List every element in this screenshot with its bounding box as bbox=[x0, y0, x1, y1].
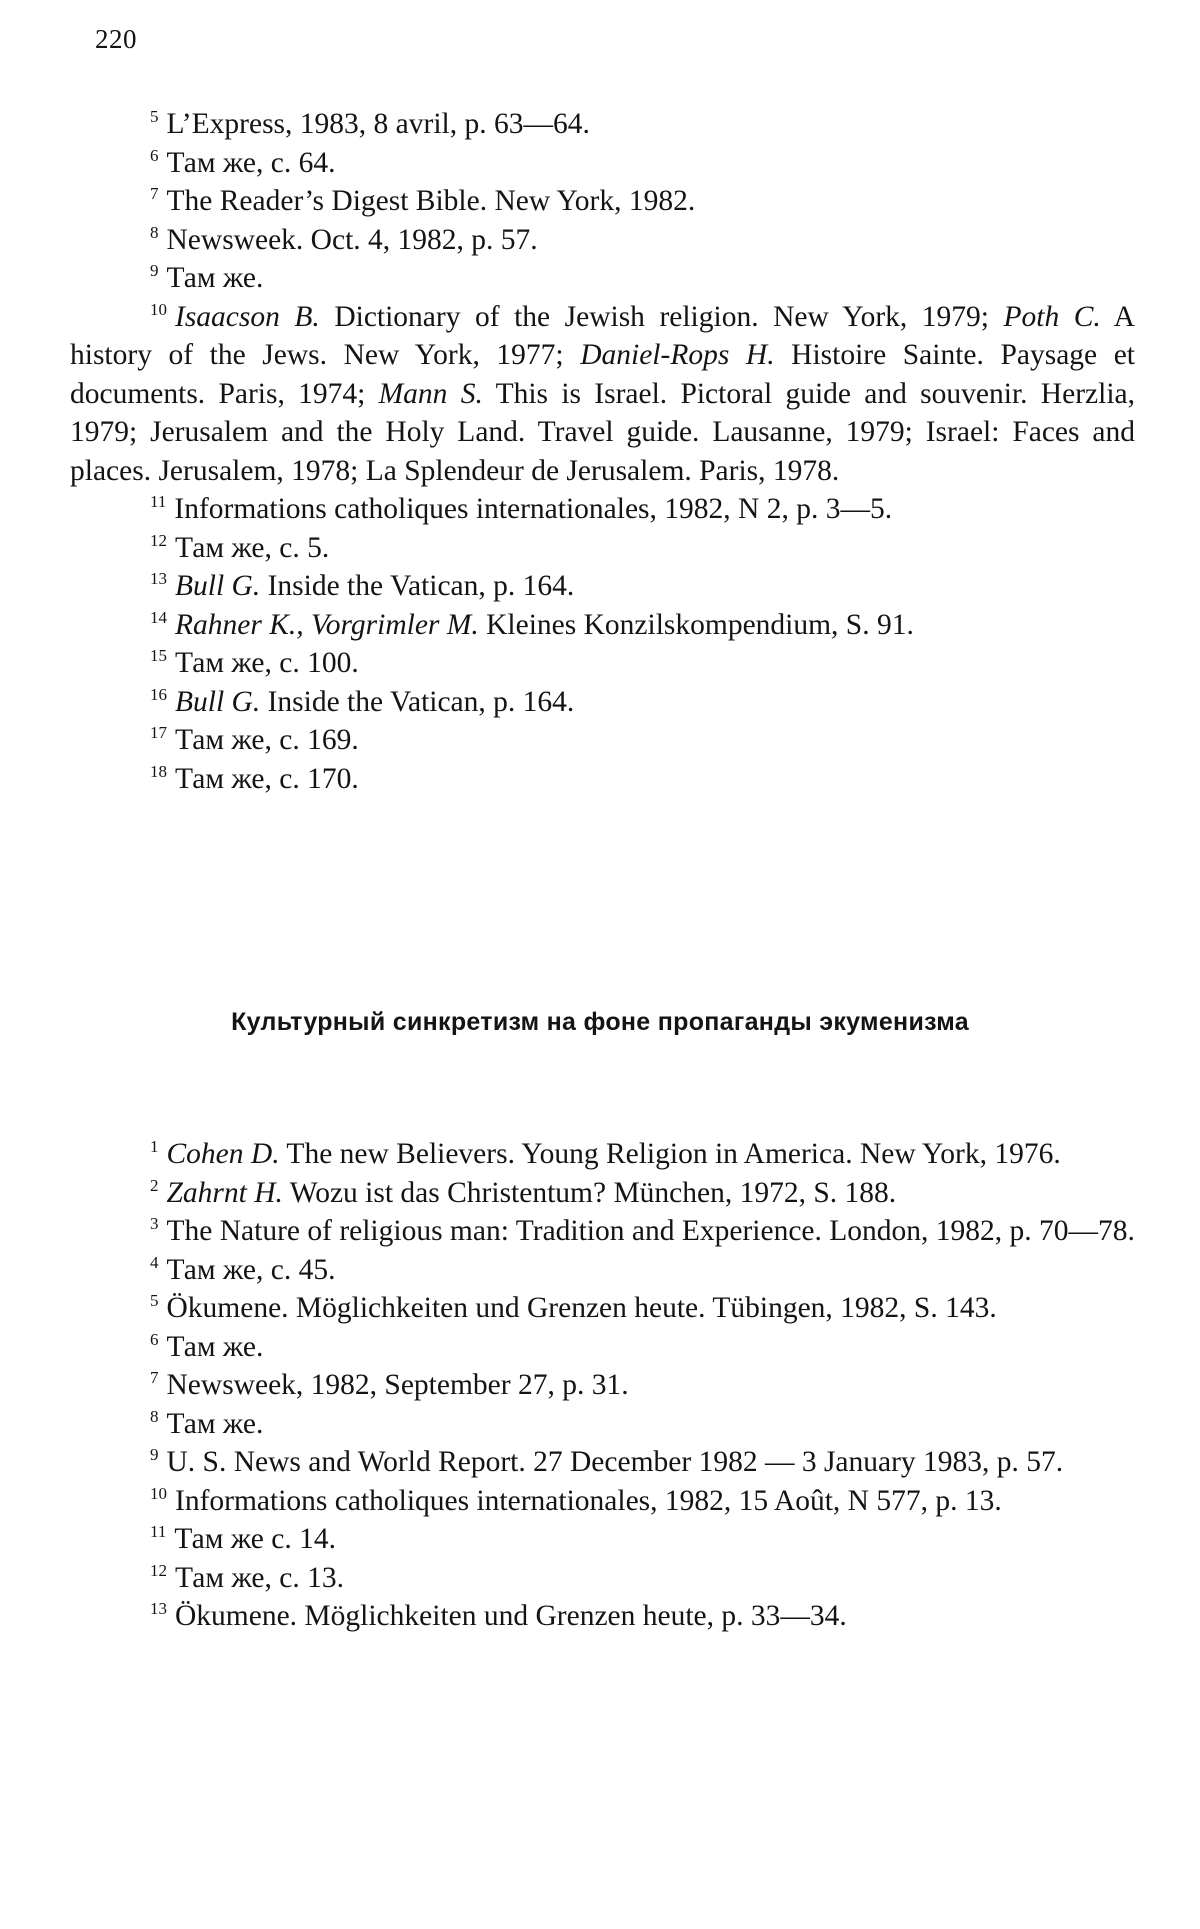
footnote-text: Там же. bbox=[166, 1330, 264, 1363]
footnote bbox=[70, 1251, 1135, 1290]
footnote-number: 10 bbox=[150, 299, 167, 319]
footnote bbox=[70, 644, 1135, 683]
footnote-text: Там же, с. 5. bbox=[175, 531, 330, 564]
footnote-text: Histoire Sainte. Paysage et documents. Paris, 1974; bbox=[70, 339, 1135, 410]
footnote bbox=[70, 1366, 1135, 1405]
footnote-number: 13 bbox=[150, 569, 167, 588]
footnote bbox=[70, 1328, 1135, 1367]
footnote-number: 17 bbox=[150, 723, 167, 742]
footnote-author: Poth C. bbox=[1003, 300, 1101, 333]
footnote-text: Там же. bbox=[166, 262, 264, 294]
footnote bbox=[70, 1212, 1135, 1251]
footnote-text: Там же с. 14. bbox=[174, 1523, 336, 1555]
footnote-text: Там же, с. 64. bbox=[166, 146, 336, 179]
footnote bbox=[70, 490, 1135, 529]
footnote-number: 15 bbox=[150, 646, 167, 665]
footnote bbox=[70, 606, 1135, 645]
footnote-number: 3 bbox=[150, 1214, 159, 1233]
footnote-number: 9 bbox=[150, 261, 159, 280]
footnote-number: 1 bbox=[150, 1137, 159, 1156]
footnote-text: Newsweek, 1982, September 27, p. 31. bbox=[166, 1369, 629, 1401]
footnote-number: 8 bbox=[150, 1406, 159, 1426]
footnote-text: The Nature of religious man: Tradition and Experience. London, 1982, p. 70—78. bbox=[166, 1215, 1135, 1247]
footnote-author: Rahner K., Vorgrimler M. bbox=[175, 608, 479, 641]
footnote-text: This is Israel. Pictoral guide and souvenir. Herzlia, 1979; Jerusalem and the Holy Land. Travel guide. Lausanne, 1979; Israel: Faces and places. Jerusalem, 1978; La Splendeur de Jerusalem. Paris, 1978. bbox=[70, 377, 1135, 487]
footnote bbox=[70, 221, 1135, 260]
footnote-number: 6 bbox=[150, 1329, 159, 1349]
footnote-text: Там же, с. 13. bbox=[175, 1561, 344, 1594]
footnote-text: L’Express, 1983, 8 avril, p. 63—64. bbox=[166, 108, 590, 140]
footnote-number: 12 bbox=[150, 1560, 167, 1580]
footnote-number: 11 bbox=[150, 492, 167, 511]
footnote bbox=[70, 1559, 1135, 1598]
footnote bbox=[70, 1597, 1135, 1636]
footnote-text: Inside the Vatican, p. 164. bbox=[260, 570, 575, 602]
footnote-number: 7 bbox=[150, 184, 159, 203]
footnote bbox=[70, 105, 1135, 144]
footnote-text: Dictionary of the Jewish religion. New York, 1979; bbox=[319, 300, 1004, 333]
footnote-text: Ökumene. Möglichkeiten und Grenzen heute, p. 33—34. bbox=[175, 1600, 847, 1632]
footnote-number: 18 bbox=[150, 761, 167, 781]
footnote-text: Там же, с. 100. bbox=[175, 647, 359, 679]
footnote-text: Informations catholiques internationales, 1982, 15 Août, N 577, p. 13. bbox=[175, 1484, 1002, 1517]
footnote bbox=[70, 298, 1135, 491]
footnote bbox=[70, 1520, 1135, 1559]
footnote bbox=[70, 1482, 1135, 1521]
footnote-text: Inside the Vatican, p. 164. bbox=[260, 685, 575, 718]
footnote-author: Bull G. bbox=[175, 570, 261, 602]
footnote-author: Bull G. bbox=[175, 685, 261, 718]
footnote-text: Wozu ist das Christentum? München, 1972, S. 188. bbox=[282, 1176, 897, 1209]
footnote-text: Там же. bbox=[166, 1407, 264, 1440]
footnote-author: Isaacson B. bbox=[175, 300, 320, 333]
footnote-author: Cohen D. bbox=[166, 1138, 280, 1170]
footnote bbox=[70, 259, 1135, 298]
footnote-text: Там же, с. 169. bbox=[175, 724, 359, 756]
footnote-number: 12 bbox=[150, 530, 167, 550]
notes-list-before bbox=[70, 105, 1135, 798]
footnote-author: Daniel-Rops H. bbox=[580, 339, 775, 371]
footnote-text: The Reader’s Digest Bible. New York, 1982. bbox=[166, 185, 696, 217]
footnote bbox=[70, 567, 1135, 606]
footnote-author: Zahrnt H. bbox=[166, 1176, 283, 1209]
footnote bbox=[70, 760, 1135, 799]
footnote-author: Mann S. bbox=[378, 377, 483, 410]
notes-list-after bbox=[70, 1135, 1135, 1636]
footnote bbox=[70, 683, 1135, 722]
footnote-number: 7 bbox=[150, 1368, 159, 1387]
footnote-number: 5 bbox=[150, 1291, 159, 1310]
footnote bbox=[70, 1289, 1135, 1328]
footnote-text: A history of the Jews. New York, 1977; bbox=[70, 300, 1135, 371]
footnote-text: Newsweek. Oct. 4, 1982, p. 57. bbox=[166, 223, 538, 256]
footnote-text: Ökumene. Möglichkeiten und Grenzen heute. Tübingen, 1982, S. 143. bbox=[166, 1292, 997, 1324]
footnote bbox=[70, 529, 1135, 568]
footnote-number: 9 bbox=[150, 1445, 159, 1464]
footnote-number: 4 bbox=[150, 1252, 159, 1272]
footnote-number: 14 bbox=[150, 607, 167, 627]
footnote-number: 6 bbox=[150, 145, 159, 165]
footnote-text: Kleines Konzilskompendium, S. 91. bbox=[478, 608, 914, 641]
footnote bbox=[70, 721, 1135, 760]
section-heading: Культурный синкретизм на фоне пропаганды экуменизма bbox=[231, 1008, 969, 1036]
footnote-text: Там же, с. 170. bbox=[175, 762, 359, 795]
footnote bbox=[70, 144, 1135, 183]
footnote-number: 11 bbox=[150, 1522, 167, 1541]
footnote bbox=[70, 1135, 1135, 1174]
footnote bbox=[70, 182, 1135, 221]
footnote-number: 10 bbox=[150, 1483, 167, 1503]
footnote bbox=[70, 1405, 1135, 1444]
footnote bbox=[70, 1174, 1135, 1213]
footnote-number: 8 bbox=[150, 222, 159, 242]
footnote-text: Informations catholiques internationales, 1982, N 2, p. 3—5. bbox=[174, 493, 893, 525]
footnote-number: 5 bbox=[150, 107, 159, 126]
footnote-text: Там же, с. 45. bbox=[166, 1253, 336, 1286]
footnote-number: 2 bbox=[150, 1175, 159, 1195]
page-number: 220 bbox=[95, 24, 137, 54]
footnote-text: The new Believers. Young Religion in America. New York, 1976. bbox=[279, 1138, 1061, 1170]
footnote-number: 16 bbox=[150, 684, 167, 704]
footnote-number: 13 bbox=[150, 1599, 167, 1618]
footnote-text: U. S. News and World Report. 27 December 1982 — 3 January 1983, p. 57. bbox=[166, 1446, 1064, 1478]
footnote bbox=[70, 1443, 1135, 1482]
